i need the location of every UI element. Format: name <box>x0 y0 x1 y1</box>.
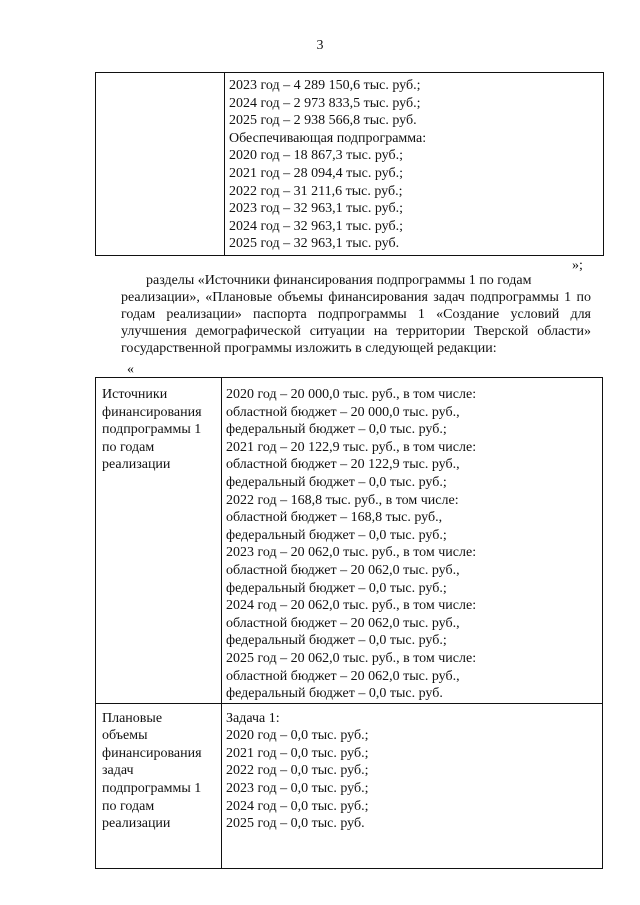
page-number: 3 <box>316 38 324 53</box>
funding-line: Обеспечивающая подпрограмма: <box>229 130 427 146</box>
funding-line: областной бюджет – 20 062,0 тыс. руб., <box>226 562 460 578</box>
paragraph-first-line: разделы «Источники финансирования подпрограммы 1 по годам <box>146 273 532 288</box>
funding-line: 2021 год – 28 094,4 тыс. руб.; <box>229 165 403 181</box>
table-row <box>96 378 603 704</box>
funding-line: областной бюджет – 20 122,9 тыс. руб., <box>226 457 460 473</box>
funding-line: 2023 год – 20 062,0 тыс. руб., в том числе: <box>226 545 477 561</box>
row-label-line: Источники <box>102 387 168 402</box>
funding-line: 2022 год – 0,0 тыс. руб.; <box>226 763 369 779</box>
funding-line: 2022 год – 31 211,6 тыс. руб.; <box>229 183 403 199</box>
funding-line: 2020 год – 18 867,3 тыс. руб.; <box>229 148 403 164</box>
opening-quote-mark: « <box>127 362 134 377</box>
row-label-line: подпрограммы 1 <box>102 781 202 797</box>
closing-quote-mark: »; <box>572 258 583 273</box>
funding-line: 2023 год – 4 289 150,6 тыс. руб.; <box>229 78 421 93</box>
table-row <box>96 703 603 868</box>
table-row <box>96 73 604 256</box>
row-label-line: подпрограммы 1 <box>102 422 202 438</box>
row-label-line: по годам <box>102 798 155 814</box>
funding-line: 2024 год – 32 963,1 тыс. руб.; <box>229 218 403 234</box>
row-label-cell <box>96 378 222 704</box>
row-label-line: реализации <box>102 816 171 832</box>
funding-line: 2024 год – 2 973 833,5 тыс. руб.; <box>229 95 421 111</box>
funding-line: 2025 год – 32 963,1 тыс. руб. <box>229 236 400 252</box>
funding-line: федеральный бюджет – 0,0 тыс. руб.; <box>226 580 447 596</box>
funding-line: 2021 год – 0,0 тыс. руб.; <box>226 745 369 761</box>
task-funding-cell <box>222 703 603 868</box>
funding-line: 2025 год – 0,0 тыс. руб. <box>226 816 365 832</box>
row-label-line: реализации <box>102 457 171 473</box>
funding-lines-cell <box>225 73 604 256</box>
row-label-line: объемы <box>102 728 148 744</box>
row-label-line: финансирования <box>102 404 202 420</box>
funding-line: 2020 год – 0,0 тыс. руб.; <box>226 728 369 744</box>
row-label-line: Плановые <box>102 710 163 726</box>
body-paragraph <box>121 272 591 357</box>
funding-line: 2024 год – 0,0 тыс. руб.; <box>226 798 369 814</box>
funding-line: областной бюджет – 20 062,0 тыс. руб., <box>226 615 460 631</box>
funding-line: 2022 год – 168,8 тыс. руб., в том числе: <box>226 492 459 508</box>
funding-line: федеральный бюджет – 0,0 тыс. руб.; <box>226 474 447 490</box>
row-label-cell <box>96 703 222 868</box>
funding-line: 2024 год – 20 062,0 тыс. руб., в том числе: <box>226 598 477 614</box>
row-label-line: задач <box>102 763 134 779</box>
funding-line: 2025 год – 20 062,0 тыс. руб., в том числе: <box>226 650 477 666</box>
funding-line: федеральный бюджет – 0,0 тыс. руб.; <box>226 422 447 438</box>
paragraph-text: реализации», «Плановые объемы финансирования задач подпрограммы 1 по годам реализации» паспорта подпрограммы 1 «Создание условий для улучшения демографической ситуации на территории Тверской области» государственной программы изложить в следующей редакции: <box>121 290 591 356</box>
funding-line: Задача 1: <box>226 710 280 726</box>
passport-sections-table <box>95 377 603 869</box>
funding-sources-cell <box>222 378 603 704</box>
funding-line: областной бюджет – 20 000,0 тыс. руб., <box>226 404 460 420</box>
funding-line: 2023 год – 32 963,1 тыс. руб.; <box>229 201 403 217</box>
funding-line: областной бюджет – 168,8 тыс. руб., <box>226 510 443 526</box>
funding-line: 2023 год – 0,0 тыс. руб.; <box>226 781 369 797</box>
funding-line: федеральный бюджет – 0,0 тыс. руб. <box>226 686 443 702</box>
funding-line: 2020 год – 20 000,0 тыс. руб., в том числе: <box>226 387 477 402</box>
funding-line: федеральный бюджет – 0,0 тыс. руб.; <box>226 527 447 543</box>
funding-line: 2021 год – 20 122,9 тыс. руб., в том числе: <box>226 439 477 455</box>
funding-line: областной бюджет – 20 062,0 тыс. руб., <box>226 668 460 684</box>
funding-table-continued <box>95 72 604 256</box>
funding-line: 2025 год – 2 938 566,8 тыс. руб. <box>229 113 417 129</box>
row-label-line: по годам <box>102 439 155 455</box>
table-cell-empty <box>96 73 225 256</box>
funding-line: федеральный бюджет – 0,0 тыс. руб.; <box>226 633 447 649</box>
row-label-line: финансирования <box>102 745 202 761</box>
